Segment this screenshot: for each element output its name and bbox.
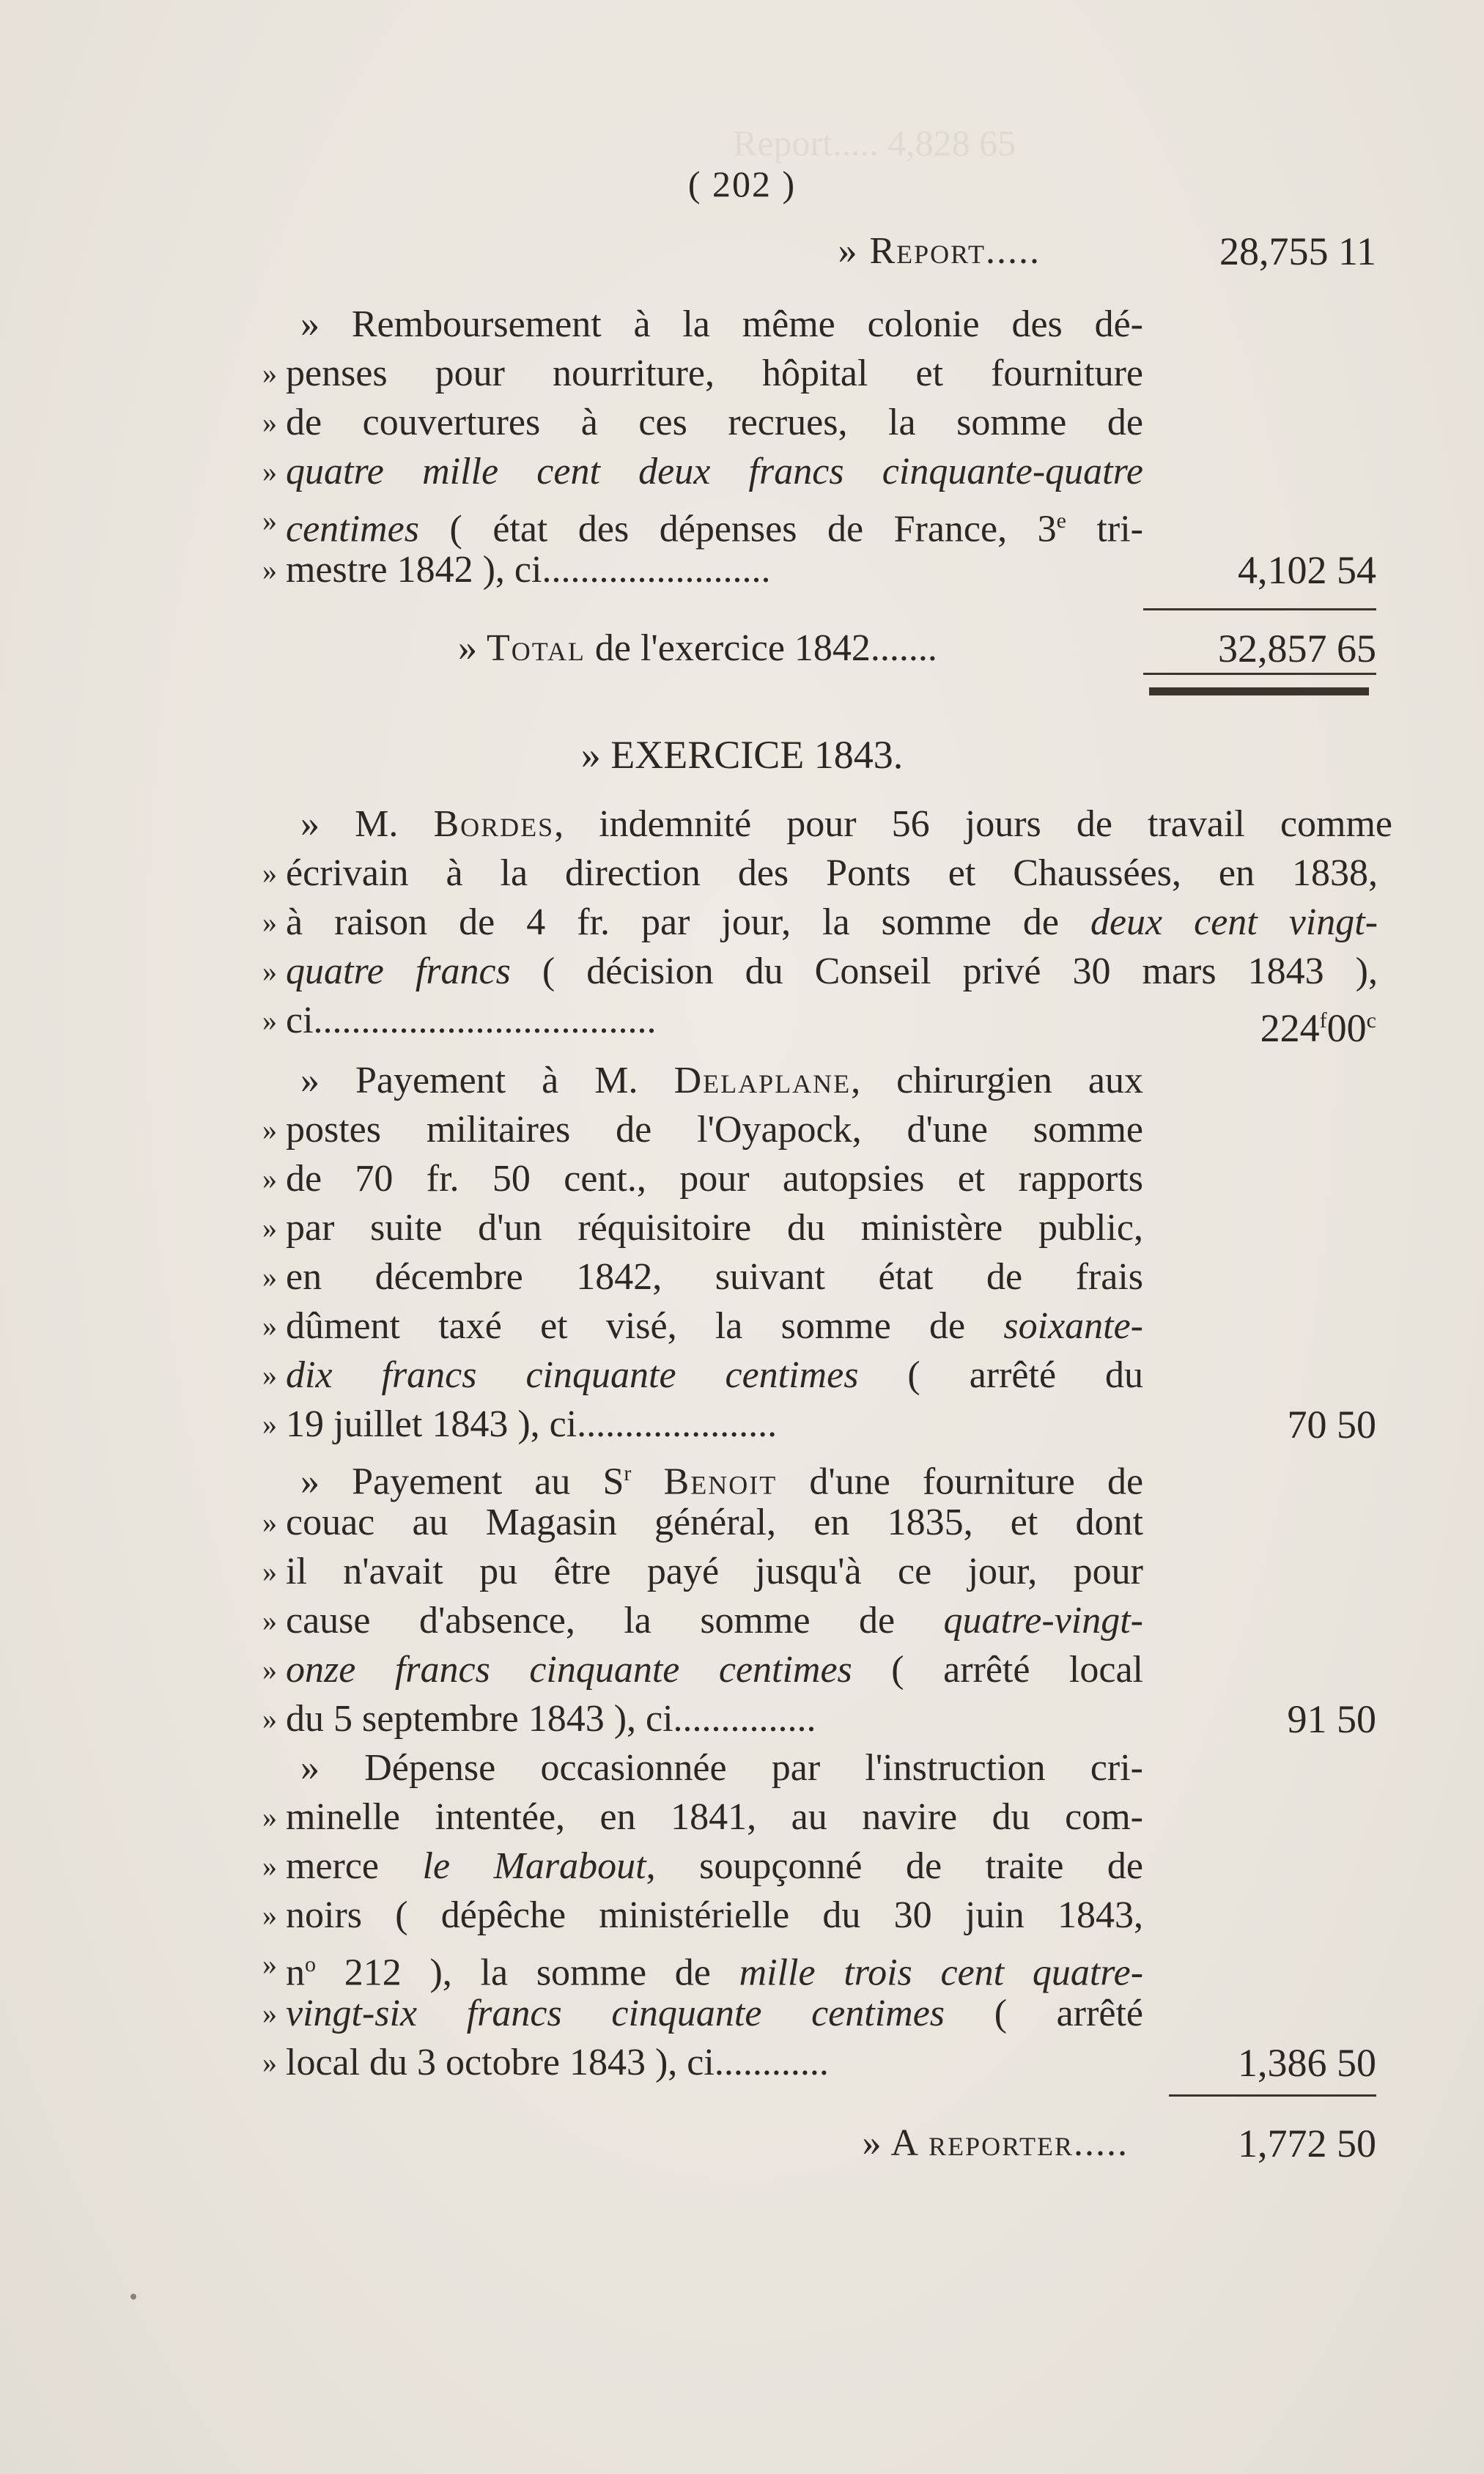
entry1-line2: penses pour nourriture, hôpital et fourniture xyxy=(286,352,1143,394)
gutter-quote: » xyxy=(262,1113,277,1146)
gutter-quote: » xyxy=(262,1653,277,1686)
gutter-quote: » xyxy=(262,455,277,488)
section-heading: » EXERCICE 1843. xyxy=(580,733,904,777)
gutter-quote: » xyxy=(262,1702,277,1735)
gutter-quote: » xyxy=(262,504,277,537)
gutter-quote: » xyxy=(262,1359,277,1392)
gutter-quote: » xyxy=(262,1506,277,1539)
entry5-line6: vingt-six francs cinquante centimes ( arrêté xyxy=(286,1993,1144,2034)
gutter-quote: » xyxy=(262,857,277,890)
carry-label: » A reporter..... xyxy=(862,2122,1129,2164)
entry5-line5: $n^o$ 212 ), la somme de mille trois cent quatre- xyxy=(286,1951,1144,1994)
entry4-amount: 91 50 xyxy=(1287,1697,1376,1741)
sum-rule xyxy=(1143,608,1376,610)
carry-amount: 1,772 50 xyxy=(1238,2122,1376,2165)
gutter-quote: » xyxy=(262,2046,277,2079)
entry4-line2: couac au Magasin général, en 1835, et dont xyxy=(286,1502,1143,1543)
gutter-quote: » xyxy=(262,1555,277,1588)
entry1-line1: » Remboursement à la même colonie des dé- xyxy=(300,303,1143,345)
entry3-line4: par suite d'un réquisitoire du ministère public, xyxy=(286,1207,1143,1249)
entry2-line2: écrivain à la direction des Ponts et Chaussées, en 1838, xyxy=(286,852,1378,894)
gutter-quote: » xyxy=(262,553,277,586)
entry2-amount: 224$^f$00$^c$ xyxy=(1260,1006,1376,1050)
gutter-quote: » xyxy=(262,406,277,439)
entry3-line8: 19 juillet 1843 ), ci..................... xyxy=(286,1403,778,1445)
gutter-quote: » xyxy=(262,1604,277,1637)
entry5-line1: » Dépense occasionnée par l'instruction cri- xyxy=(300,1747,1143,1789)
report-label: » Report..... xyxy=(838,230,1041,272)
entry4-line1: » Payement au $S^r$ Benoit d'une fourniture de xyxy=(300,1461,1144,1503)
gutter-quote: » xyxy=(262,357,277,390)
gutter-quote: » xyxy=(262,1997,277,2030)
entry5-line7: local du 3 octobre 1843 ), ci............ xyxy=(286,2042,829,2083)
entry4-line6: du 5 septembre 1843 ), ci............... xyxy=(286,1698,816,1740)
page-number: ( 202 ) xyxy=(687,163,797,204)
entry1-line4: quatre mille cent deux francs cinquante-quatre xyxy=(286,451,1143,492)
entry5-line3: merce le Marabout, soupçonné de traite de xyxy=(286,1845,1144,1887)
gutter-quote: » xyxy=(262,1899,277,1932)
gutter-quote: » xyxy=(262,955,277,988)
gutter-quote: » xyxy=(262,906,277,939)
gutter-quote: » xyxy=(262,1260,277,1293)
entry5-line4: noirs ( dépêche ministérielle du 30 juin 1843, xyxy=(286,1894,1143,1936)
entry2-line4: quatre francs ( décision du Conseil privé 30 mars 1843 ), xyxy=(286,950,1378,992)
entry3-line3: de 70 fr. 50 cent., pour autopsies et rapports xyxy=(286,1158,1143,1200)
entry4-line3: il n'avait pu être payé jusqu'à ce jour, pour xyxy=(286,1551,1143,1592)
entry4-line4: cause d'absence, la somme de quatre-vingt- xyxy=(286,1600,1143,1642)
entry4-line5: onze francs cinquante centimes ( arrêté local xyxy=(286,1649,1143,1691)
carry-rule xyxy=(1169,2094,1376,2097)
entry3-line5: en décembre 1842, suivant état de frais xyxy=(286,1256,1143,1298)
entry2-line1: » M. Bordes, indemnité pour 56 jours de travail comme xyxy=(300,803,1393,845)
gutter-quote: » xyxy=(262,1162,277,1195)
entry2-line5: ci.................................... xyxy=(286,1000,657,1041)
entry3-line2: postes militaires de l'Oyapock, d'une somme xyxy=(286,1109,1143,1151)
entry5-line2: minelle intentée, en 1841, au navire du com- xyxy=(286,1796,1143,1838)
entry3-amount: 70 50 xyxy=(1287,1403,1376,1447)
total-rule-bold xyxy=(1149,687,1369,695)
bleed-through-report: Report..... 4,828 65 xyxy=(733,122,1016,163)
entry1-line3: de couvertures à ces recrues, la somme de xyxy=(286,402,1143,443)
total-line: » Total de l'exercice 1842....... xyxy=(458,627,937,669)
entry5-amount: 1,386 50 xyxy=(1238,2041,1376,2085)
report-amount: 28,755 11 xyxy=(1219,229,1376,273)
gutter-quote: » xyxy=(262,1801,277,1834)
entry3-line7: dix francs cinquante centimes ( arrêté du xyxy=(286,1354,1144,1396)
gutter-quote: » xyxy=(262,1408,277,1441)
gutter-quote: » xyxy=(262,1004,277,1037)
gutter-quote: » xyxy=(262,1211,277,1244)
gutter-quote: » xyxy=(262,1310,277,1343)
entry3-line1: » Payement à M. Delaplane, chirurgien aux xyxy=(300,1060,1144,1101)
gutter-quote: » xyxy=(262,1948,277,1981)
gutter-quote: » xyxy=(262,1850,277,1883)
paper-speck xyxy=(130,2294,136,2300)
total-amount: 32,857 65 xyxy=(1218,627,1376,671)
total-rule-thin xyxy=(1143,673,1376,675)
entry1-amount: 4,102 54 xyxy=(1238,548,1376,592)
entry1-line5: centimes ( état des dépenses de France, 3e tri- xyxy=(286,508,1143,550)
entry2-line3: à raison de 4 fr. par jour, la somme de deux cent vingt- xyxy=(286,901,1378,943)
entry1-line6: mestre 1842 ), ci........................ xyxy=(286,549,771,591)
entry3-line6: dûment taxé et visé, la somme de soixante- xyxy=(286,1305,1143,1347)
